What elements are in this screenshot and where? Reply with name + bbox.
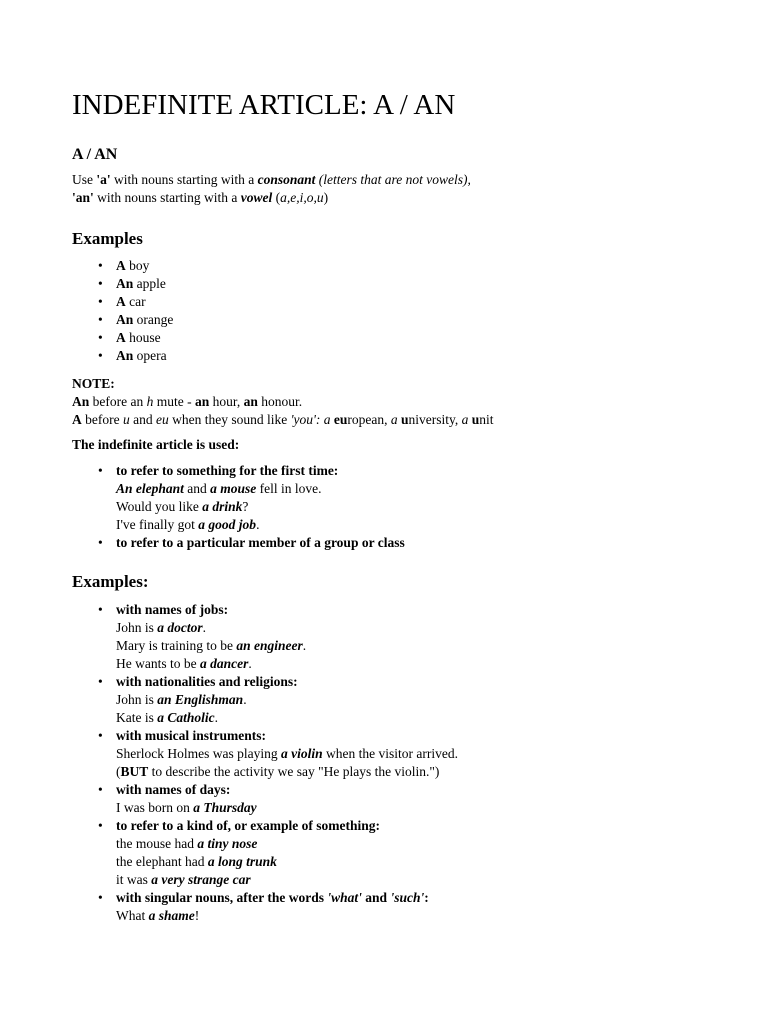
usage-heading: The indefinite article is used: bbox=[72, 437, 240, 452]
list-item: • with names of jobs: John is a doctor. Mary is training to be an engineer. He wants to be a dancer. bbox=[72, 601, 458, 673]
list-item: • to refer to a kind of, or example of something: the mouse had a tiny nose the elephant had a long trunk it was a very strange car bbox=[72, 817, 458, 889]
rule-line-an: 'an' with nouns starting with a vowel (a,e,i,o,u) bbox=[72, 190, 329, 205]
examples-list bbox=[72, 257, 173, 365]
examples-heading: Examples bbox=[72, 229, 143, 248]
examples-heading-2: Examples: bbox=[72, 572, 149, 591]
list-item: • with singular nouns, after the words 'what' and 'such': What a shame! bbox=[72, 889, 458, 925]
list-item: • A boy bbox=[72, 257, 173, 275]
note-label: NOTE: bbox=[72, 376, 115, 391]
page-title: INDEFINITE ARTICLE: A / AN bbox=[72, 89, 456, 121]
list-item: • An orange bbox=[72, 311, 173, 329]
list-item: • with nationalities and religions: John is an Englishman. Kate is a Catholic. bbox=[72, 673, 458, 727]
list-item: • with musical instruments: Sherlock Holmes was playing a violin when the visitor arrived. (BUT to describe the activity we say "He plays the violin.") bbox=[72, 727, 458, 781]
note-block bbox=[72, 375, 494, 429]
rule-paragraph bbox=[72, 171, 471, 207]
list-item: • A house bbox=[72, 329, 173, 347]
section-heading-a-an: A / AN bbox=[72, 146, 118, 163]
note-line-u: A before u and eu when they sound like 'you': a european, a university, a unit bbox=[72, 412, 494, 427]
list-item: • A car bbox=[72, 293, 173, 311]
rule-line-a: Use 'a' with nouns starting with a consonant (letters that are not vowels), bbox=[72, 172, 471, 187]
list-item: • An opera bbox=[72, 347, 173, 365]
list-item: • to refer to a particular member of a group or class bbox=[72, 534, 405, 552]
usage-list bbox=[72, 462, 405, 552]
list-item: • An apple bbox=[72, 275, 173, 293]
list-item: • with names of days: I was born on a Thursday bbox=[72, 781, 458, 817]
list-item: • to refer to something for the first time: An elephant and a mouse fell in love. Would you like a drink? I've finally got a good job. bbox=[72, 462, 405, 534]
note-line-h: An before an h mute - an hour, an honour. bbox=[72, 394, 303, 409]
examples-detail-list bbox=[72, 601, 458, 925]
